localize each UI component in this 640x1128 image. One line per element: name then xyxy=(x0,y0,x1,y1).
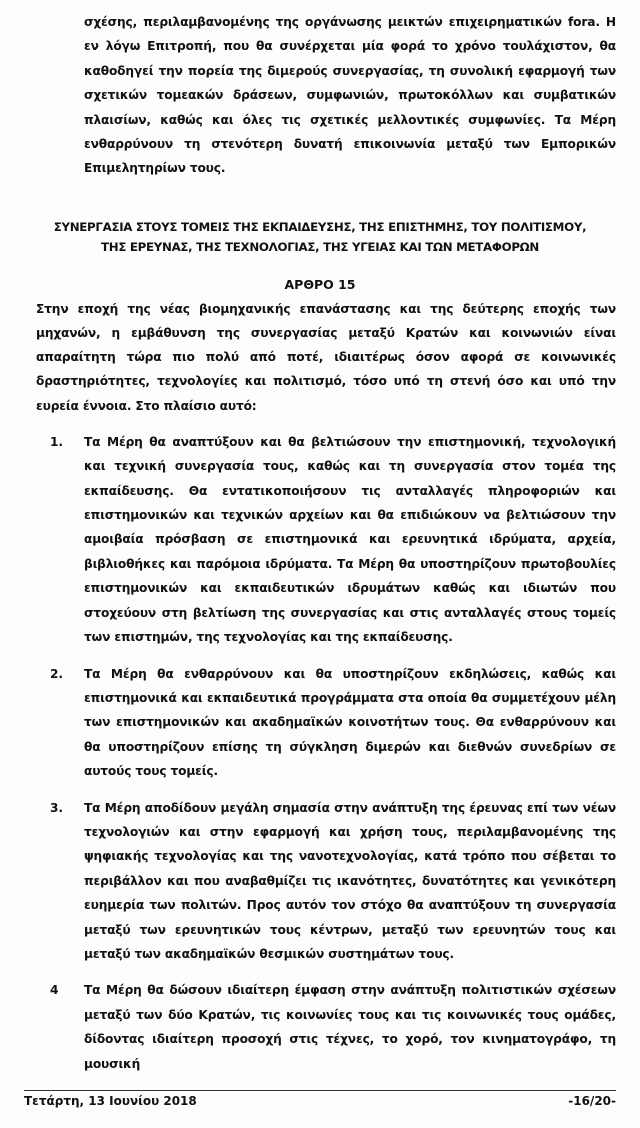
list-item-text: Τα Μέρη θα αναπτύξουν και θα βελτιώσουν την επιστημονική, τεχνολογική και τεχνική συνεργασία τους, καθώς και τη συνεργασία στον τομέα της εκπαίδευσης. Θα εντατικοποιήσουν τις ανταλλαγές πληροφοριών και επιστημονικών και τεχνικών αρχείων και θα επιδιώκουν να βελτιώσουν την αμοιβαία πρόσβαση σε επιστημονικά και ερευνητικά ιδρύματα, αρχεία, βιβλιοθήκες και παρόμοια ιδρύματα. Τα Μέρη θα υποστηρίζουν πρωτοβουλίες επιστημονικών και εκπαιδευτικών ιδρυμάτων καθώς και ιδιωτών που στοχεύουν στη βελτίωση της συνεργασίας και στις ανταλλαγές στους τομείς των επιστημών, της τεχνολογίας και της εκπαίδευσης. xyxy=(84,434,616,645)
section-heading xyxy=(40,217,600,257)
list-item-3 xyxy=(50,796,616,967)
list-item-text: Τα Μέρη θα ενθαρρύνουν και θα υποστηρίζουν εκδηλώσεις, καθώς και επιστημονικά και εκπαιδευτικά προγράμματα στα οποία θα συμμετέχουν μέλη των επιστημονικών και ακαδημαϊκών κοινοτήτων τους. Θα ενθαρρύνουν και θα υποστηρίζουν επίσης τη σύγκληση διμερών και διεθνών συνεδρίων σε αυτούς τους τομείς. xyxy=(84,666,616,779)
section-heading-line-2: ΤΗΣ ΕΡΕΥΝΑΣ, ΤΗΣ ΤΕΧΝΟΛΟΓΙΑΣ, ΤΗΣ ΥΓΕΙΑΣ ΚΑΙ ΤΩΝ ΜΕΤΑΦΟΡΩΝ xyxy=(101,239,539,254)
article-intro: Στην εποχή της νέας βιομηχανικής επανάστασης και της δεύτερης εποχής των μηχανών, η εμβάθυνση της συνεργασίας μεταξύ Κρατών και κοινωνιών είναι απαραίτητη τώρα πιο πολύ από ποτέ, ιδιαιτέρως όσον αφορά σε κοινωνικές δραστηριότητες, τεχνολογίες και πολιτισμό, τόσο υπό τη στενή όσο και υπό την ευρεία έννοια. Στο πλαίσιο αυτό: xyxy=(36,301,616,413)
article-title: ΑΡΘΡΟ 15 xyxy=(284,276,356,292)
footer-date: Τετάρτη, 13 Ιουνίου 2018 xyxy=(24,1094,197,1109)
list-item-text: Τα Μέρη θα δώσουν ιδιαίτερη έμφαση στην ανάπτυξη πολιτιστικών σχέσεων μεταξύ των δύο Κρατών, τις κοινωνίες τους και τις κοινωνικές τους ομάδες, δίδοντας ιδιαίτερη προσοχή στις τέχνες, το χορό, τον κινηματογράφο, τη μουσική xyxy=(84,983,616,1071)
list-item-4 xyxy=(50,978,616,1076)
list-item-number: 3. xyxy=(50,800,63,815)
section-heading-line-1: ΣΥΝΕΡΓΑΣΙΑ ΣΤΟΥΣ ΤΟΜΕΙΣ ΤΗΣ ΕΚΠΑΙΔΕΥΣΗΣ, ΤΗΣ ΕΠΙΣΤΗΜΗΣ, ΤΟΥ ΠΟΛΙΤΙΣΜΟΥ, xyxy=(53,219,587,234)
list-item-number: 2. xyxy=(50,666,63,681)
page-number: -16/20- xyxy=(568,1094,616,1109)
list-item-number: 4 xyxy=(50,983,59,998)
list-item-1 xyxy=(50,430,616,650)
list-item-text: Τα Μέρη αποδίδουν μεγάλη σημασία στην ανάπτυξη της έρευνας επί των νέων τεχνολογιών και στην εφαρμογή και χρήση τους, περιλαμβανομένης της ψηφιακής τεχνολογίας και της νανοτεχνολογίας, κατά τρόπο που σέβεται το περιβάλλον και που αναβαθμίζει τις ικανότητες, δυνατότητες και γενικότερη ευημερία των πολιτών. Προς αυτόν τον στόχο θα αναπτύξουν τη συνεργασία μεταξύ των ερευνητικών τους κέντρων, μεταξύ των ερευνητών τους και μεταξύ των ακαδημαϊκών θεσμικών συστημάτων τους. xyxy=(84,800,616,961)
list-item-2 xyxy=(50,662,616,784)
list-item-number: 1. xyxy=(50,434,63,449)
intro-paragraph: σχέσης, περιλαμβανομένης της οργάνωσης μεικτών επιχειρηματικών fora. Η εν λόγω Επιτροπή, που θα συνέρχεται μία φορά το χρόνο τουλάχιστον, θα καθοδηγεί την πορεία της διμερούς συνεργασίας, τη συνολική εφαρμογή των σχετικών τομεακών δράσεων, συμφωνιών, πρωτοκόλλων και συμβατικών πλαισίων, καθώς και όλες τις σχετικές μελλοντικές συμφωνίες. Τα Μέρη ενθαρρύνουν τη στενότερη δυνατή επικοινωνία μεταξύ των Εμπορικών Επιμελητηρίων τους. xyxy=(84,15,616,176)
footer xyxy=(24,1090,616,1128)
